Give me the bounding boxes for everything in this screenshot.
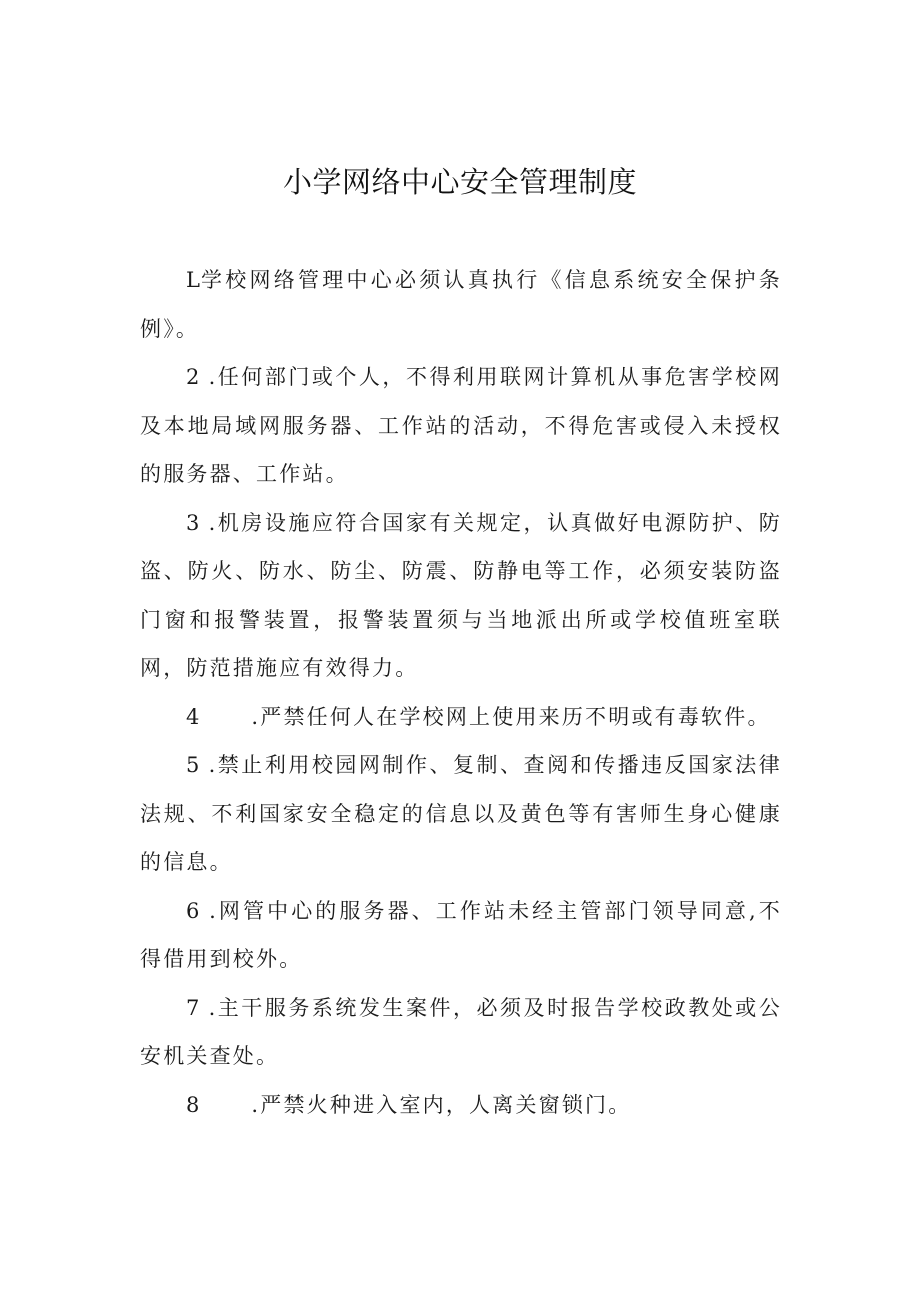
paragraph-text: 学校网络管理中心必须认真执行《信息系统安全保护条例》。: [140, 268, 782, 341]
paragraph-4: [140, 693, 782, 742]
paragraph-number: 2: [186, 365, 200, 389]
paragraph-text: .机房设施应符合国家有关规定，认真做好电源防护、防盗、防火、防水、防尘、防震、防静电等工作，必须安装防盗门窗和报警装置，报警装置须与当地派出所或学校值班室联网，防范措施应有效得力。: [140, 510, 782, 680]
paragraph-number: 3: [186, 510, 200, 535]
paragraph-text: .主干服务系统发生案件，必须及时报告学校政教处或公安机关查处。: [140, 995, 782, 1068]
document-body: [140, 256, 782, 1129]
paragraph-number: 8: [186, 1092, 200, 1117]
paragraph-text: .严禁火种进入室内，人离关窗锁门。: [251, 1092, 632, 1117]
paragraph-3: [140, 499, 782, 693]
paragraph-text: .严禁任何人在学校网上使用来历不明或有毒软件。: [251, 704, 771, 729]
paragraph-2: [140, 353, 782, 499]
paragraph-number: 6: [186, 898, 200, 923]
paragraph-number: 7: [186, 995, 200, 1020]
paragraph-number: 4: [186, 704, 200, 729]
paragraph-5: [140, 741, 782, 887]
paragraph-text: .任何部门或个人，不得利用联网计算机从事危害学校网及本地局域网服务器、工作站的活动，不得危害或侵入未授权的服务器、工作站。: [140, 365, 782, 486]
paragraph-number: 5: [186, 753, 200, 777]
paragraph-6: [140, 887, 782, 984]
paragraph-1: [140, 256, 782, 353]
paragraph-8: [140, 1081, 782, 1130]
paragraph-number: L: [186, 268, 200, 292]
document-title: 小学网络中心安全管理制度: [282, 165, 637, 199]
paragraph-text: .禁止利用校园网制作、复制、查阅和传播违反国家法律法规、不利国家安全稳定的信息以及黄色等有害师生身心健康的信息。: [140, 753, 782, 874]
paragraph-7: [140, 984, 782, 1081]
paragraph-text: .网管中心的服务器、工作站未经主管部门领导同意,不得借用到校外。: [140, 898, 782, 971]
